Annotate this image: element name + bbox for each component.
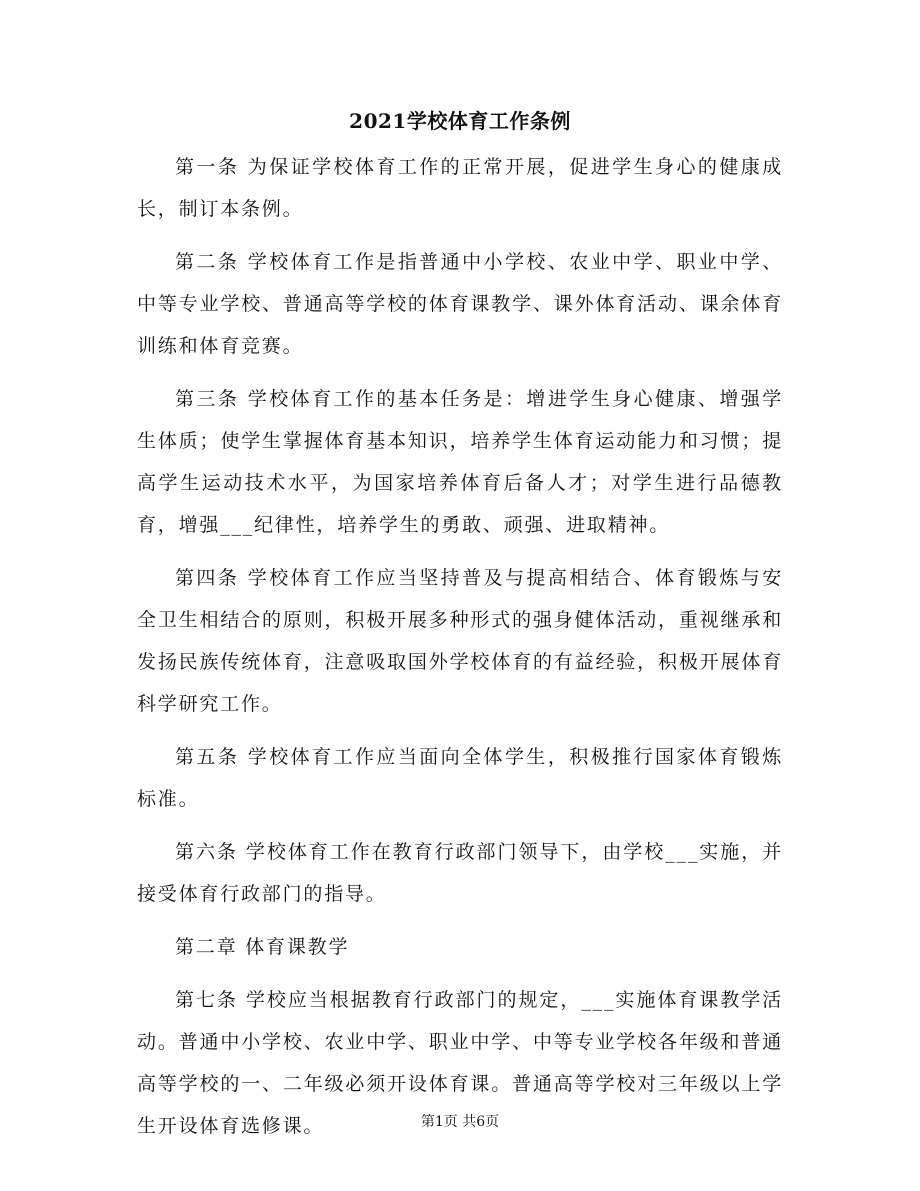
paragraph-article-3: 第三条 学校体育工作的基本任务是：增进学生身心健康、增强学生体质；使学生掌握体育基本知识，培养学生体育运动能力和习惯；提高学生运动技术水平，为国家培养体育后备人才；对学生进行品德教育，增强___纪律性，培养学生的勇敢、顽强、进取精神。 bbox=[137, 388, 783, 536]
chapter-heading: 第二章 体育课教学 bbox=[175, 936, 350, 958]
document-body bbox=[137, 146, 783, 1158]
document-title: 2021学校体育工作条例 bbox=[349, 109, 571, 133]
paragraph-article-7: 第七条 学校应当根据教育行政部门的规定，___实施体育课教学活动。普通中小学校、农业中学、职业中学、中等专业学校各年级和普通高等学校的一、二年级必须开设体育课。普通高等学校对三年级以上学生开设体育选修课。 bbox=[137, 989, 783, 1137]
paragraph-article-1: 第一条 为保证学校体育工作的正常开展，促进学生身心的健康成长，制订本条例。 bbox=[137, 156, 783, 220]
paragraph-article-5: 第五条 学校体育工作应当面向全体学生，积极推行国家体育锻炼标准。 bbox=[137, 746, 783, 810]
paragraph-article-4: 第四条 学校体育工作应当坚持普及与提高相结合、体育锻炼与安全卫生相结合的原则，积极开展多种形式的强身健体活动，重视继承和发扬民族传统体育，注意吸取国外学校体育的有益经验，积极开展体育科学研究工作。 bbox=[137, 567, 783, 715]
paragraph-article-6: 第六条 学校体育工作在教育行政部门领导下，由学校___实施，并接受体育行政部门的指导。 bbox=[137, 841, 783, 905]
page-footer: 第1页 共6页 bbox=[420, 1114, 500, 1130]
paragraph-article-2: 第二条 学校体育工作是指普通中小学校、农业中学、职业中学、中等专业学校、普通高等学校的体育课教学、课外体育活动、课余体育训练和体育竞赛。 bbox=[137, 251, 783, 357]
